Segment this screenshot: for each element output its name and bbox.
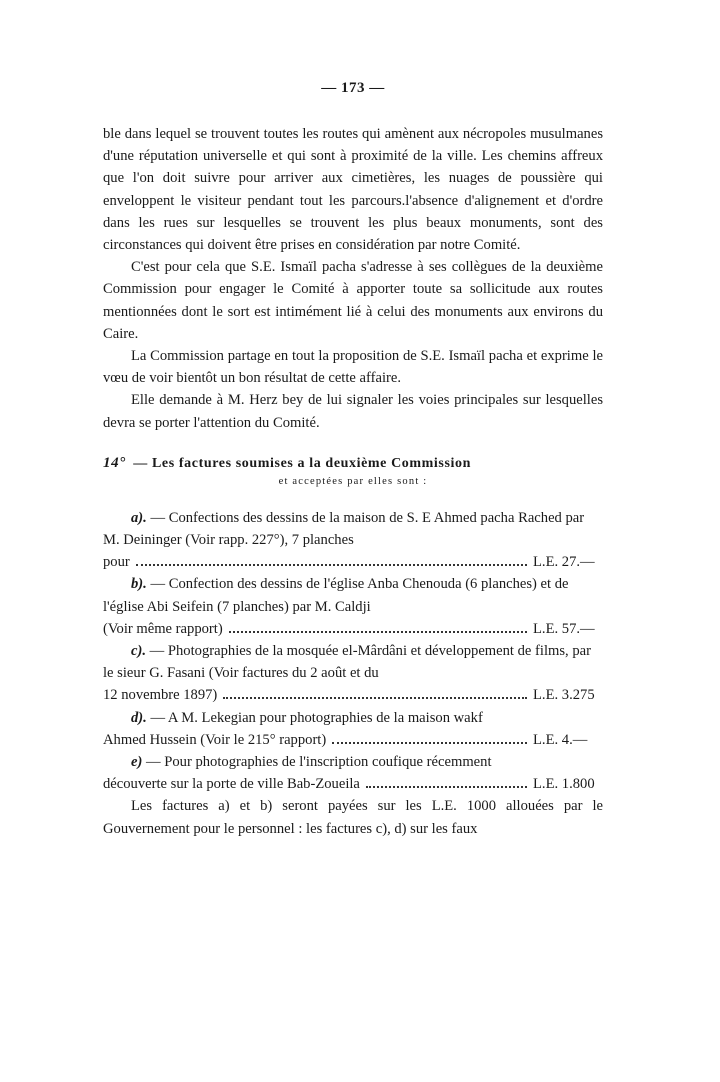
dot-leader xyxy=(366,786,527,788)
item-last: découverte sur la porte de ville Bab-Zoueila xyxy=(103,776,360,793)
section-title: — Les factures soumises a la deuxième Commission xyxy=(133,455,471,471)
section-subtitle: et acceptées par elles sont : xyxy=(278,475,428,487)
paragraph-3: La Commission partage en tout la proposition de S.E. Ismaïl pacha et exprime le vœu de voir bientôt un bon résultat de cette affaire. xyxy=(103,348,603,387)
item-label: c). xyxy=(131,643,146,660)
invoice-item-c-total xyxy=(103,684,603,706)
page-number: — 173 — xyxy=(321,80,385,96)
item-text: — Pour photographies de l'inscription coufique récemment xyxy=(146,754,492,771)
invoice-item-e-total xyxy=(103,773,603,795)
dot-leader xyxy=(136,564,527,566)
invoice-item-b-total xyxy=(103,618,603,640)
item-last: pour xyxy=(103,554,130,571)
invoice-item-a xyxy=(103,507,603,551)
document-page xyxy=(103,80,603,840)
section-heading xyxy=(103,454,603,473)
item-last: (Voir même rapport) xyxy=(103,620,223,637)
paragraph-2: C'est pour cela que S.E. Ismaïl pacha s'adresse à ses collègues de la deuxième Commission pour engager le Comité à apporter toute sa sollicitude aux routes mentionnées dont le sort est intimément lié à celui des monuments aux environs du Caire. xyxy=(103,259,603,342)
item-label: b). xyxy=(131,576,147,593)
dot-leader xyxy=(332,742,527,744)
invoice-item-e xyxy=(103,751,603,773)
item-text: — A M. Lekegian pour photographies de la maison wakf xyxy=(150,709,483,726)
closing-paragraph: Les factures a) et b) seront payées sur les L.E. 1000 allouées par le Gouvernement pour le personnel : les factures c), d) sur les faux xyxy=(103,798,603,837)
item-text: — Confections des dessins de la maison de S. E Ahmed pacha Rached par M. Deininger (Voir rapp. 227°), 7 planches xyxy=(103,509,585,549)
item-last: 12 novembre 1897) xyxy=(103,687,218,704)
item-amount: L.E. 27.— xyxy=(533,554,595,571)
item-amount: L.E. 1.800 xyxy=(533,776,595,793)
invoice-item-a-total xyxy=(103,551,603,573)
invoice-item-d-total xyxy=(103,729,603,751)
invoice-item-c xyxy=(103,640,603,684)
paragraph-4: Elle demande à M. Herz bey de lui signaler les voies principales sur lesquelles devra se porter l'attention du Comité. xyxy=(103,392,603,431)
item-amount: L.E. 4.— xyxy=(533,731,588,748)
item-label: e) xyxy=(131,754,143,771)
invoice-item-d xyxy=(103,707,603,729)
dot-leader xyxy=(223,697,527,699)
item-label: a). xyxy=(131,509,147,526)
item-text: — Confection des dessins de l'église Anba Chenouda (6 planches) et de l'église Abi Seifein (7 planches) par M. Caldji xyxy=(103,576,569,615)
item-amount: L.E. 3.275 xyxy=(533,687,595,704)
item-label: d). xyxy=(131,709,147,726)
dot-leader xyxy=(229,631,527,633)
invoice-item-b xyxy=(103,573,603,617)
item-text: — Photographies de la mosquée el-Mârdâni et développement de films, par le sieur G. Fasani (Voir factures du 2 août et du xyxy=(103,643,591,682)
item-amount: L.E. 57.— xyxy=(533,620,595,637)
paragraph-1: ble dans lequel se trouvent toutes les routes qui amènent aux nécropoles musulmanes d'une réputation universelle et qui sont à proximité de la ville. Les chemins affreux que l'on doit suivre pour arriver aux cimetières, les nuages de poussière qui enveloppent le visiteur pendant tout les parcours.l'absence d'alignement et d'ordre dans les rues sur lesquelles se trouvent les plus beaux monuments, sont des circonstances qui doivent être prises en considération par notre Comité. xyxy=(103,126,603,254)
section-number: 14° xyxy=(103,454,126,471)
item-last: Ahmed Hussein (Voir le 215° rapport) xyxy=(103,731,327,748)
